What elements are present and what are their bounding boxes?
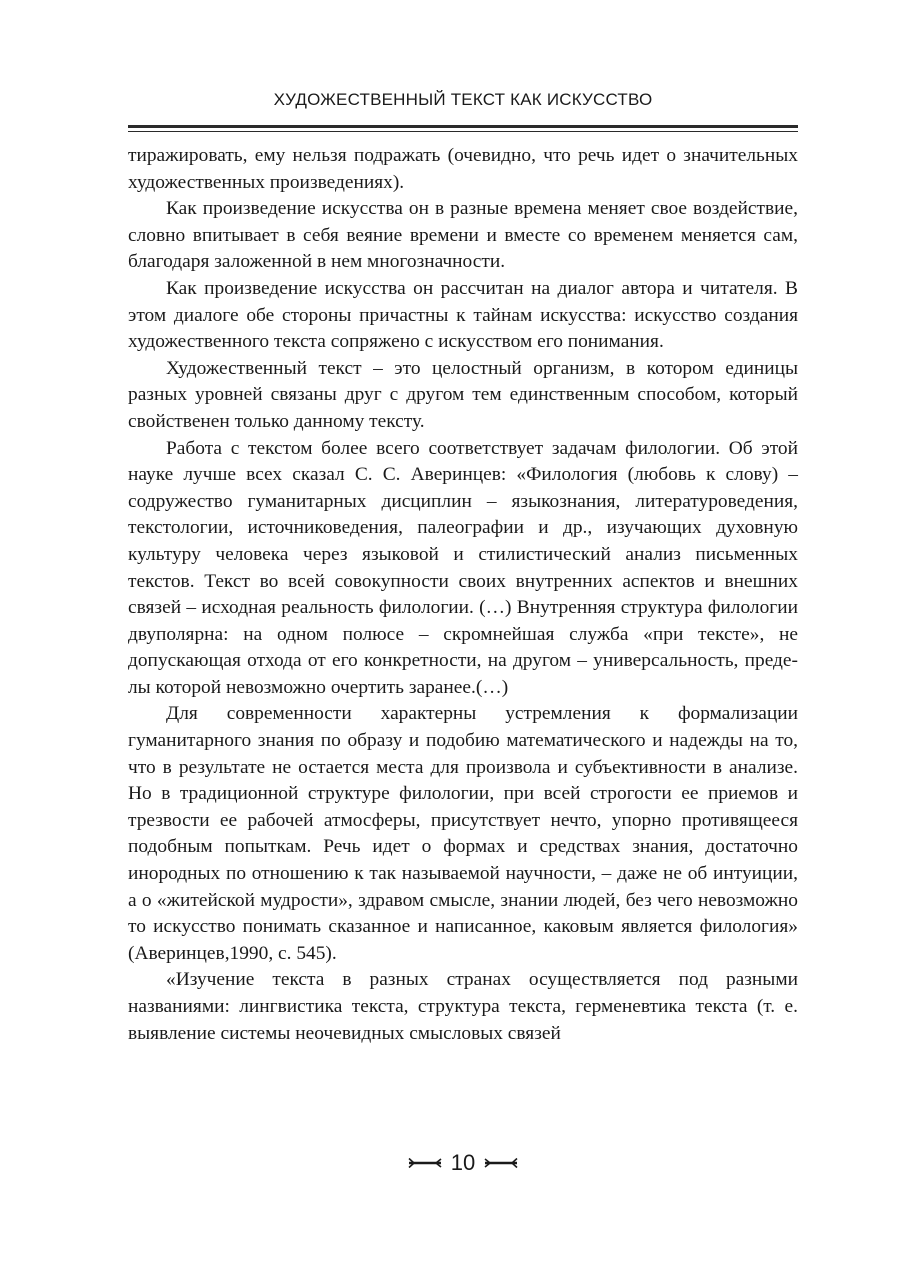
page-footer xyxy=(128,1150,798,1176)
paragraph: «Изучение текста в разных странах осуществляется под разными названиями: лингвистика текста, структура текста, герменевтика текста (т. е. выявление системы неочевидных смысловых связей xyxy=(128,969,798,1044)
paragraph: Как произведение искусства он в разные времена меняет свое воздействие, словно впитывает в себя веяние времени и вместе со временем меняется сам, благодаря заложенной в нем многозначности. xyxy=(128,198,798,273)
header-rule-thin xyxy=(128,131,798,132)
page-number: 10 xyxy=(450,1150,476,1175)
page-body xyxy=(128,143,798,1148)
right-arrow-ornament-icon xyxy=(483,1157,519,1169)
left-arrow-ornament-icon xyxy=(407,1157,443,1169)
header-rule-thick xyxy=(128,125,798,128)
running-header: ХУДОЖЕСТВЕННЫЙ ТЕКСТ КАК ИСКУССТВО xyxy=(273,90,653,109)
paragraph-continued: тиражировать, ему нельзя подражать (очевидно, что речь идет о значительных художественных произведениях). xyxy=(128,145,798,193)
paragraph: Художественный текст – это целостный организм, в котором единицы разных уровней связаны друг с другом тем единственным способом, который свойственен только данному тексту. xyxy=(128,357,798,432)
paragraph: Работа с текстом более всего соответствует задачам филологии. Об этой науке лучше всех сказал С. С. Аверинцев: «Филология (любовь к слову) – содружество гуманитарных дисциплин – языкознания, литературоведения, текстологии, источниковедения, палеографии и др., изучающих духовную культуру человека через языковой и стилистический анализ письменных текстов. Текст во всей совокупности своих внутренних аспектов и внешних связей – исходная реальность филологии. (…) Внутренняя структура филологии двуполярна: на одном полюсе – скромнейшая служба «при тексте», не допускающая отхода от его конкретности, на другом – универсальность, пределы которой невозможно очертить заранее.(…) xyxy=(128,437,798,698)
paragraph: Для современности характерны устремления к формализации гуманитарного знания по образу и подобию математического и надежды на то, что в результате не остается места для произвола и субъективности в анализе. Но в традиционной структуре филологии, при всей строгости ее приемов и трезвости ее рабочей атмосферы, присутствует нечто, упорно противящееся подобным попыткам. Речь идет о формах и средствах знания, достаточно инородных по отношению к так называемой научности, – даже не об интуиции, а о «житейской мудрости», здравом смысле, знании людей, без чего невозможно то искусство понимать сказанное и написанное, каковым является филология» (Аверинцев,1990, с. 545). xyxy=(128,703,798,964)
paragraph: Как произведение искусства он рассчитан на диалог автора и читателя. В этом диалоге обе стороны причастны к тайнам искусства: искусство создания художественного текста сопряжено с искусством его понимания. xyxy=(128,277,798,353)
